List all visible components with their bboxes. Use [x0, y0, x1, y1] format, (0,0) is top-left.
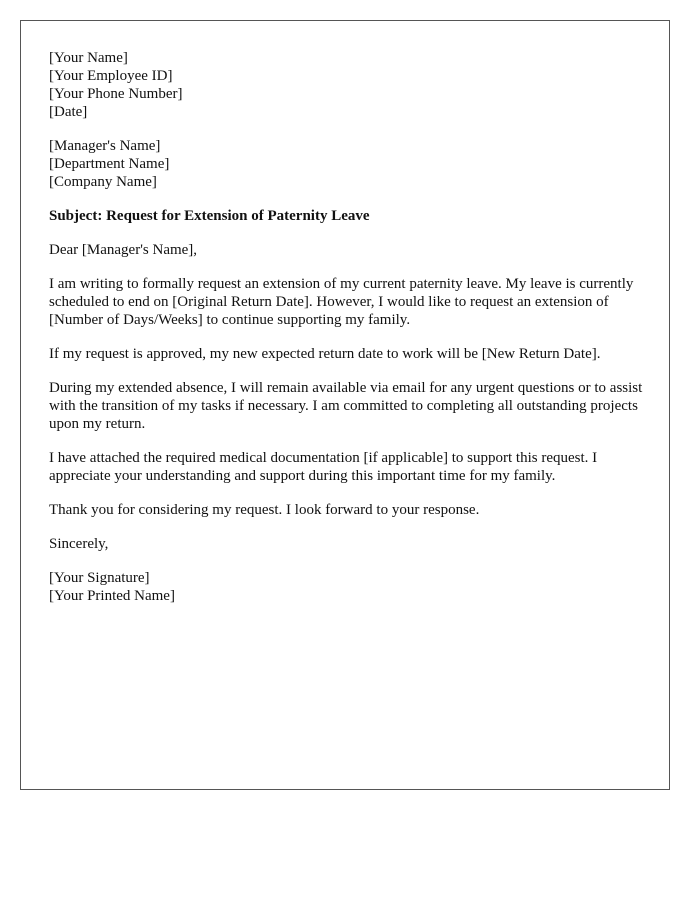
body-paragraph-3: During my extended absence, I will remain available via email for any urgent questions or to assist with the transition of my tasks if necessary. I am committed to completing all outstanding projects upon my return. — [49, 380, 643, 432]
body-paragraph-2: If my request is approved, my new expected return date to work will be [New Return Date]. — [49, 346, 601, 362]
salutation: Dear [Manager's Name], — [49, 242, 198, 258]
letter-page — [20, 20, 670, 790]
signature-block — [49, 569, 649, 605]
sender-block — [49, 49, 649, 121]
body-paragraph-5: Thank you for considering my request. I look forward to your response. — [49, 502, 480, 518]
signature-line: [Your Signature] — [49, 570, 150, 586]
sender-employee-id: [Your Employee ID] — [49, 68, 173, 84]
recipient-manager-name: [Manager's Name] — [49, 138, 161, 154]
closing: Sincerely, — [49, 536, 109, 552]
letter-date: [Date] — [49, 104, 88, 120]
letter-subject: Subject: Request for Extension of Paternity Leave — [49, 208, 370, 224]
printed-name: [Your Printed Name] — [49, 588, 175, 604]
recipient-company: [Company Name] — [49, 174, 157, 190]
sender-phone: [Your Phone Number] — [49, 86, 183, 102]
body-paragraph-4: I have attached the required medical documentation [if applicable] to support this request. I appreciate your understanding and support during this important time for my family. — [49, 450, 598, 484]
recipient-block — [49, 137, 649, 191]
body-paragraph-1: I am writing to formally request an extension of my current paternity leave. My leave is currently scheduled to end on [Original Return Date]. However, I would like to request an extension of [Number of Days/Weeks] to continue supporting my family. — [49, 276, 634, 328]
recipient-department: [Department Name] — [49, 156, 170, 172]
sender-name: [Your Name] — [49, 50, 128, 66]
